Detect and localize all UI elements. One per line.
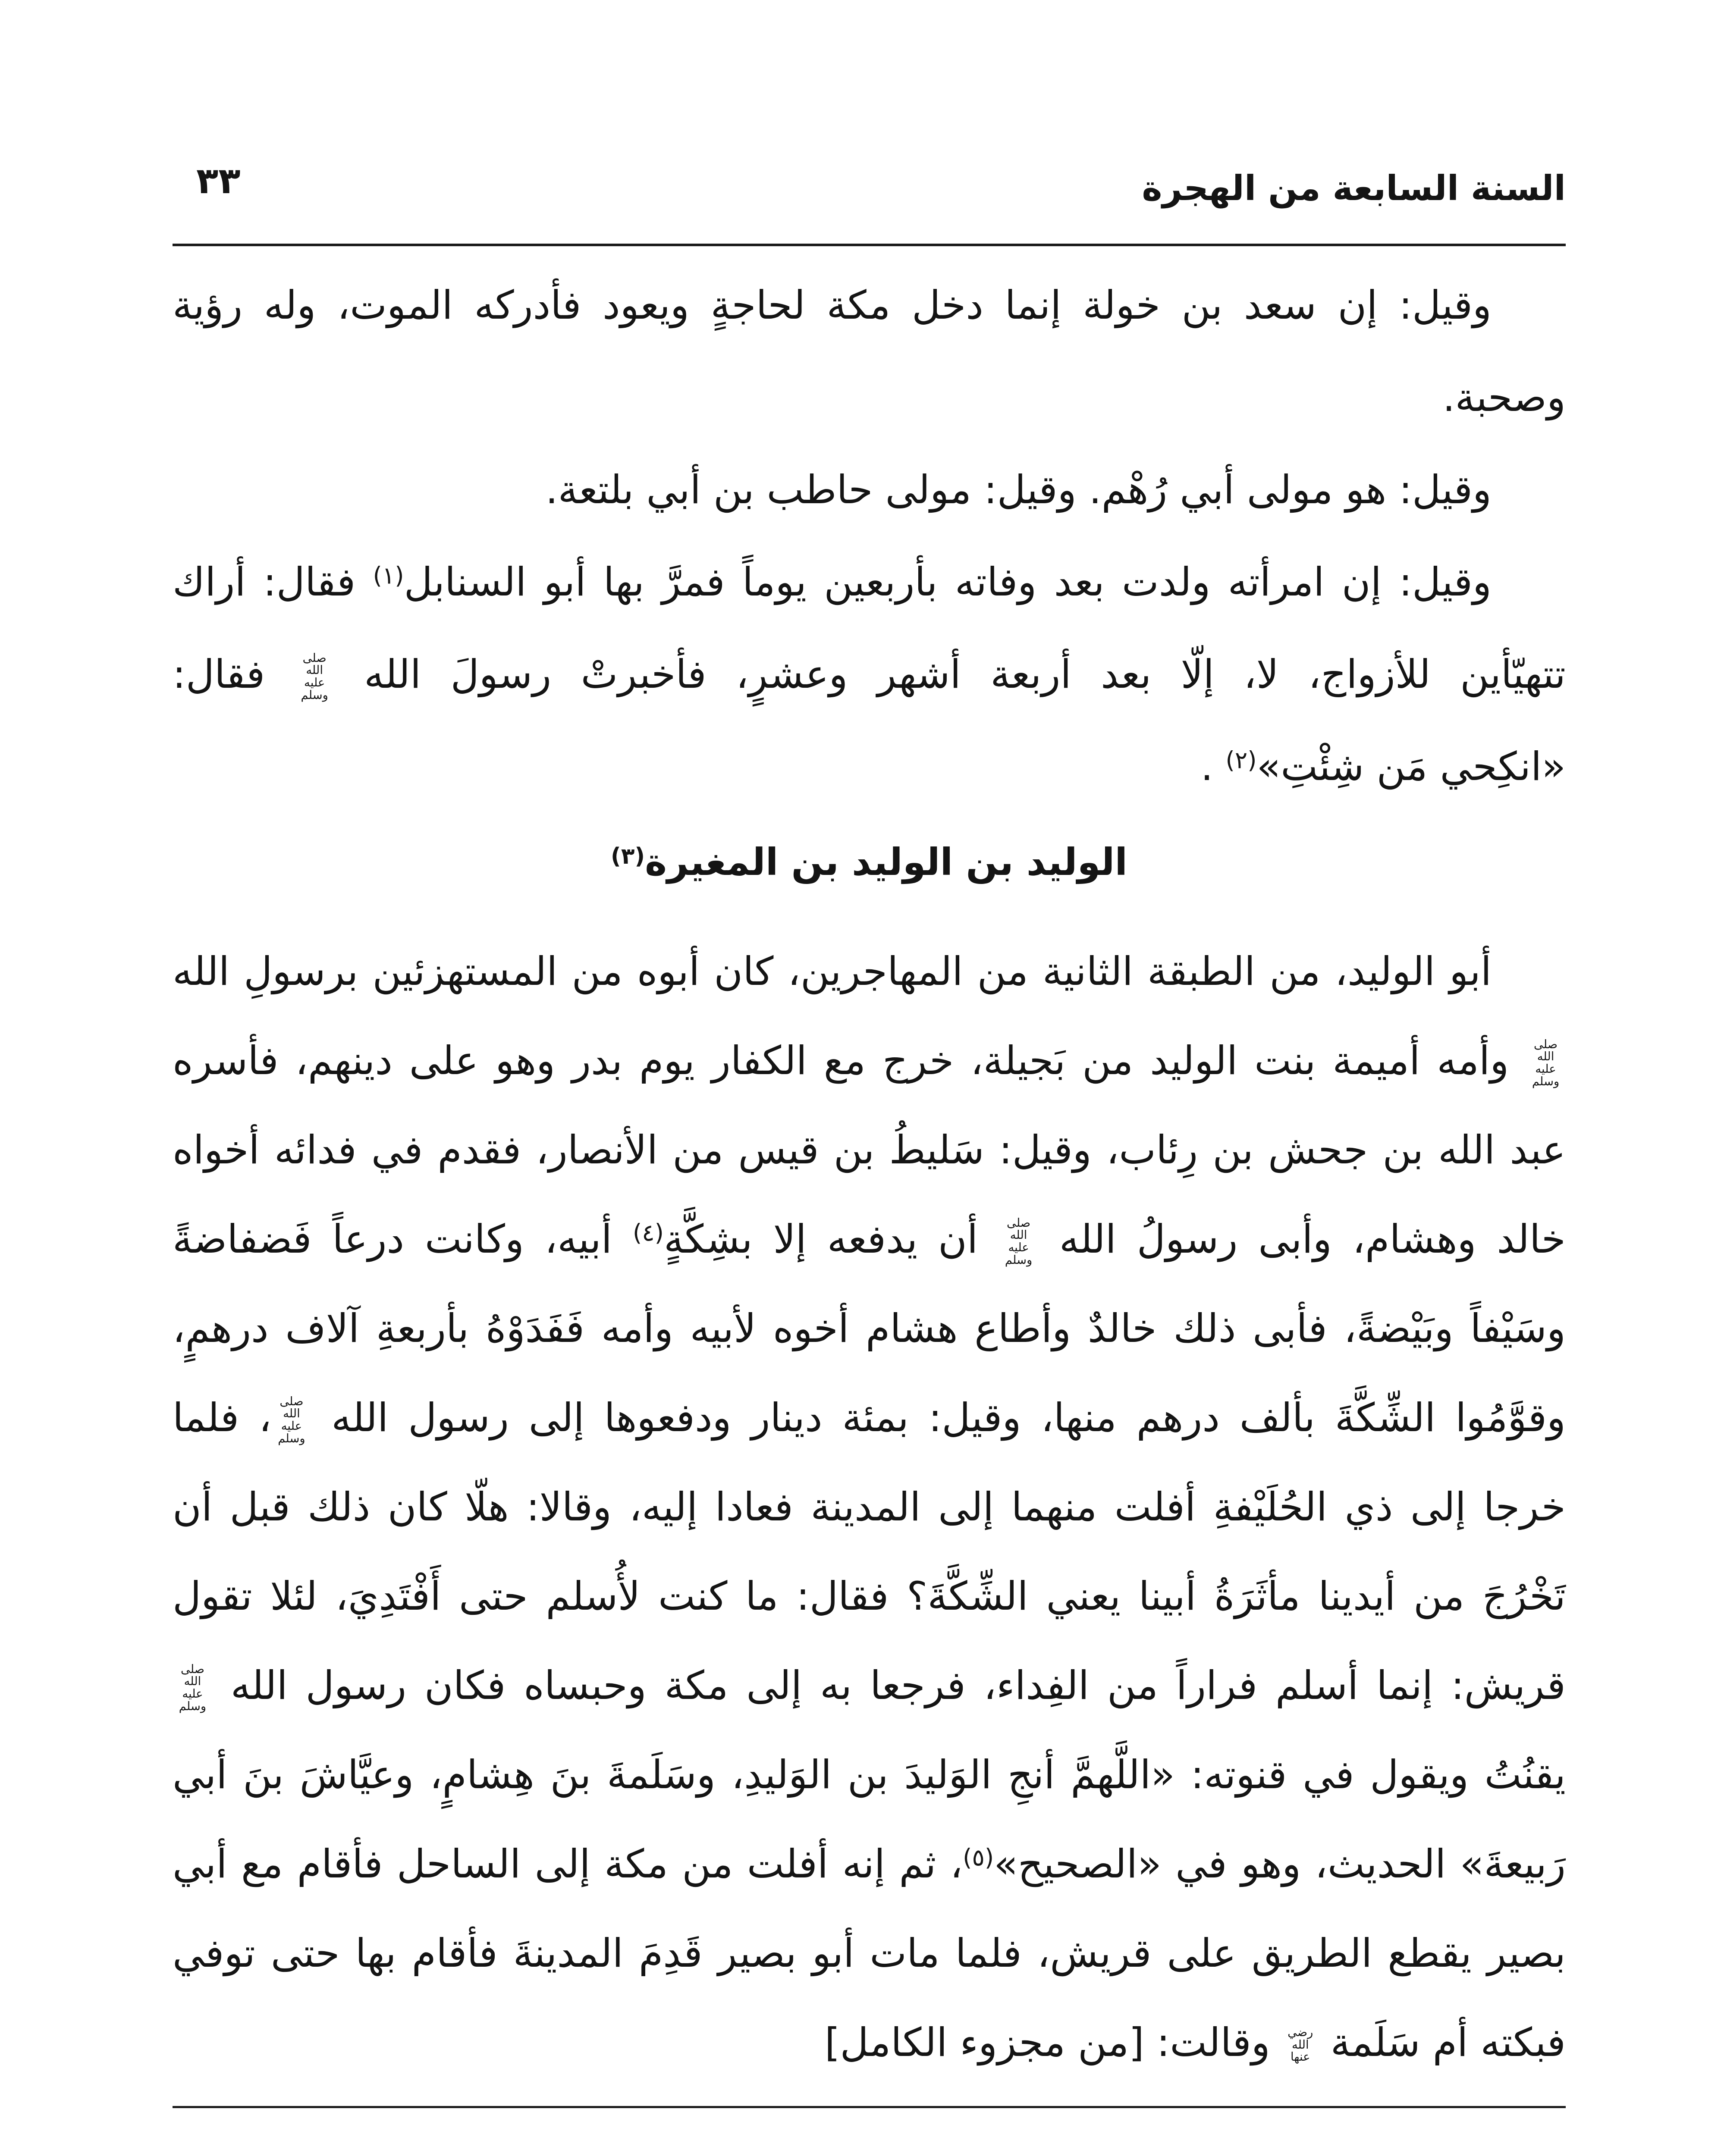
text-run: وقوَّمُوا الشِّكَّةَ بألف درهم منها، وقيل: بمئة دينار ودفعوها إلى رسول الله <box>331 1395 1566 1441</box>
text-run: فقال: أراك <box>173 559 356 605</box>
text-line <box>173 536 1566 628</box>
text-line: تَخْرُجَ من أيدينا مأثَرَةُ أبينا يعني الشِّكَّةَ؟ فقال: ما كنت لأُسلم حتى أَفْتَدِيَ، لئلا تقول <box>173 1573 1566 1619</box>
text-run: أبيه، وكانت درعاً فَضفاضةً <box>173 1216 612 1262</box>
text-run: . <box>1200 744 1213 790</box>
paragraph-intro <box>173 259 1566 813</box>
text-run: قريش: إنما أسلم فراراً من الفِداء، فرجعا به إلى مكة وحبساه فكان رسول الله <box>230 1663 1566 1708</box>
text-line: بصير يقطع الطريق على قريش، فلما مات أبو بصير قَدِمَ المدينةَ فأقام بها حتى توفي <box>173 1930 1566 1976</box>
text-run: ، فلما <box>173 1395 272 1441</box>
page-number: ٣٣ <box>196 160 241 202</box>
text-line: أبو الوليد، من الطبقة الثانية من المهاجرين، كان أبوه من المستهزئين برسولِ الله <box>173 949 1492 994</box>
footnote-ref: (٤) <box>632 1219 664 1247</box>
honorific-ligature: صلى الله عليه وسلم <box>179 1662 207 1713</box>
text-run: «انكِحي مَن شِئْتِ» <box>1256 744 1566 790</box>
text-run: ، ثم إنه أفلت من مكة إلى الساحل فأقام مع أبي <box>173 1841 963 1887</box>
footnote-ref: (٥) <box>963 1843 994 1871</box>
paragraph-biography <box>173 927 1566 2087</box>
text-run: أن يدفعه إلا بشِكَّةٍ <box>663 1216 978 1262</box>
honorific-ligature: صلى الله عليه وسلم <box>1005 1216 1033 1267</box>
section-heading <box>173 813 1566 912</box>
text-run: تتهيّأين للأزواج، لا، إلّا بعد أربعة أشهر وعشرٍ، فأخبرتْ رسولَ الله <box>364 652 1566 697</box>
text-line <box>173 1641 1566 1730</box>
footnote-ref: (٢) <box>1225 746 1257 774</box>
text-line <box>173 1373 1566 1463</box>
book-page <box>173 0 1566 2156</box>
footnote-separator <box>173 2106 1566 2108</box>
running-header-title: السنة السابعة من الهجرة <box>1142 168 1566 208</box>
footnote <box>173 2144 1566 2156</box>
footnote-ref: (١) <box>373 561 404 589</box>
text-line <box>173 1998 1566 2087</box>
text-run: وأمه أميمة بنت الوليد من بَجيلة، خرج مع الكفار يوم بدر وهو على دينهم، فأسره <box>173 1038 1509 1084</box>
footnotes <box>173 2144 1566 2156</box>
text-line <box>173 628 1566 721</box>
text-line: يقنُتُ ويقول في قنوته: «اللَّهمَّ أنجِ الوَليدَ بن الوَليدِ، وسَلَمةَ بنَ هِشامٍ، وعيَّاشَ بنَ أبي <box>173 1752 1566 1798</box>
text-line <box>173 1820 1566 1909</box>
text-run: فقال: <box>173 652 265 697</box>
text-line: عبد الله بن جحش بن رِئاب، وقيل: سَليطُ بن قيس من الأنصار، فقدم في فدائه أخواه <box>173 1127 1566 1173</box>
text-line: وقيل: إن سعد بن خولة إنما دخل مكة لحاجةٍ ويعود فأدركه الموت، وله رؤية <box>173 282 1492 328</box>
footnote-ref: (٣) <box>610 843 645 870</box>
honorific-ligature: صلى الله عليه وسلم <box>1532 1037 1560 1088</box>
text-run: فبكته أم سَلَمة <box>1330 2020 1566 2065</box>
page-text <box>173 259 1566 2156</box>
text-run: رَبيعةَ» الحديث، وهو في «الصحيح» <box>994 1841 1566 1887</box>
text-run: وقالت: [من مجزوء الكامل] <box>824 2020 1270 2065</box>
text-run: خالد وهشام، وأبى رسولُ الله <box>1059 1216 1566 1262</box>
text-line <box>173 1195 1566 1284</box>
text-line: وصحبة. <box>1442 375 1566 420</box>
text-line: وسَيْفاً وبَيْضةً، فأبى ذلك خالدٌ وأطاع هشام أخوه لأبيه وأمه فَفَدَوْهُ بأربعةِ آلاف درهمٍ، <box>173 1306 1566 1351</box>
honorific-ligature: صلى الله عليه وسلم <box>278 1395 305 1445</box>
header-rule <box>173 244 1566 246</box>
section-heading-text: الوليد بن الوليد بن المغيرة <box>645 841 1128 884</box>
honorific-ligature: رضي الله عنها <box>1288 2026 1313 2064</box>
text-line <box>173 721 1566 813</box>
honorific-ligature: صلى الله عليه وسلم <box>301 651 328 702</box>
text-run: وقيل: إن امرأته ولدت بعد وفاته بأربعين يوماً فمرَّ بها أبو السنابل <box>404 559 1492 605</box>
text-line: وقيل: هو مولى أبي رُهْم. وقيل: مولى حاطب بن أبي بلتعة. <box>545 467 1492 513</box>
text-line <box>173 1016 1566 1106</box>
text-line: خرجا إلى ذي الحُلَيْفةِ أفلت منهما إلى المدينة فعادا إليه، وقالا: هلّا كان ذلك قبل أن <box>173 1484 1566 1530</box>
